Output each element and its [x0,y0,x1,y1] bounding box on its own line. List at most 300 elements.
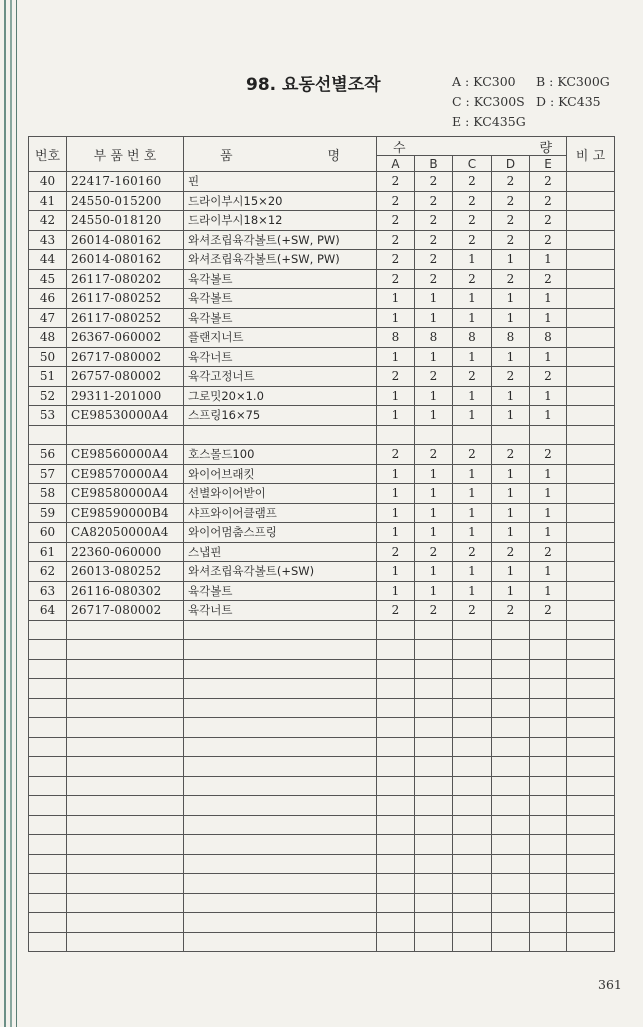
empty-cell [377,679,415,699]
header-quantity [377,137,567,156]
empty-table-row [29,620,615,640]
row-qty-d: 1 [492,503,530,523]
row-part-name [184,425,377,445]
empty-cell [530,835,567,855]
row-number: 52 [29,386,67,406]
row-remarks [567,464,615,484]
empty-cell [492,854,530,874]
empty-cell [567,874,615,894]
empty-cell [29,757,67,777]
row-remarks [567,211,615,231]
row-part-name: 와이어멈춤스프링 [184,523,377,543]
empty-cell [492,718,530,738]
empty-cell [29,698,67,718]
empty-cell [453,835,492,855]
empty-cell [415,737,453,757]
row-number: 42 [29,211,67,231]
table-row [29,601,615,621]
table-row [29,328,615,348]
empty-cell [67,659,184,679]
row-qty-b: 2 [415,172,453,192]
row-qty-e: 1 [530,581,567,601]
empty-cell [567,640,615,660]
row-qty-e: 2 [530,211,567,231]
row-part-number: CE98580000A4 [67,484,184,504]
table-row [29,445,615,465]
empty-cell [492,932,530,952]
empty-cell [29,893,67,913]
row-remarks [567,406,615,426]
row-qty-e: 2 [530,269,567,289]
empty-cell [530,620,567,640]
empty-cell [567,620,615,640]
empty-cell [377,893,415,913]
row-remarks [567,503,615,523]
row-qty-a: 2 [377,230,415,250]
row-qty-e: 1 [530,347,567,367]
empty-cell [184,698,377,718]
empty-cell [184,796,377,816]
empty-cell [67,757,184,777]
row-qty-d: 8 [492,328,530,348]
empty-cell [567,679,615,699]
empty-cell [530,737,567,757]
empty-cell [184,659,377,679]
empty-table-row [29,835,615,855]
empty-cell [67,874,184,894]
empty-cell [492,776,530,796]
empty-table-row [29,815,615,835]
row-qty-a: 2 [377,445,415,465]
row-qty-e: 2 [530,172,567,192]
empty-cell [377,835,415,855]
empty-cell [377,796,415,816]
empty-cell [184,932,377,952]
empty-cell [453,776,492,796]
empty-cell [184,913,377,933]
table-row [29,523,615,543]
row-qty-c: 1 [453,308,492,328]
empty-cell [29,776,67,796]
row-qty-c: 1 [453,250,492,270]
row-qty-a: 1 [377,308,415,328]
empty-table-row [29,932,615,952]
row-qty-a: 2 [377,250,415,270]
empty-cell [530,757,567,777]
table-row [29,250,615,270]
row-qty-a: 1 [377,581,415,601]
empty-cell [184,757,377,777]
row-qty-d: 2 [492,542,530,562]
row-qty-d: 2 [492,367,530,387]
empty-cell [377,737,415,757]
row-part-name: 육각고정너트 [184,367,377,387]
empty-table-row [29,874,615,894]
row-qty-d: 2 [492,172,530,192]
row-remarks [567,328,615,348]
empty-cell [567,835,615,855]
row-qty-e: 2 [530,191,567,211]
row-part-name: 스프링16×75 [184,406,377,426]
row-qty-b: 2 [415,269,453,289]
row-qty-d: 2 [492,211,530,231]
empty-cell [184,815,377,835]
row-qty-a [377,425,415,445]
row-qty-d: 1 [492,581,530,601]
empty-cell [530,815,567,835]
row-part-number: 26757-080002 [67,367,184,387]
row-qty-c: 2 [453,542,492,562]
row-part-number: CE98590000B4 [67,503,184,523]
table-row [29,211,615,231]
empty-cell [29,815,67,835]
row-remarks [567,386,615,406]
empty-cell [67,620,184,640]
row-qty-b: 1 [415,406,453,426]
binding-line [10,0,12,1027]
empty-cell [567,659,615,679]
row-number: 64 [29,601,67,621]
row-qty-a: 1 [377,347,415,367]
empty-cell [492,796,530,816]
row-qty-b: 1 [415,562,453,582]
empty-cell [184,718,377,738]
row-qty-a: 2 [377,601,415,621]
empty-table-row [29,796,615,816]
empty-cell [377,659,415,679]
row-qty-c: 2 [453,445,492,465]
empty-cell [67,932,184,952]
row-number: 61 [29,542,67,562]
empty-cell [492,679,530,699]
row-number [29,425,67,445]
row-qty-d: 1 [492,523,530,543]
model-legend-line [452,92,610,112]
row-qty-c: 1 [453,347,492,367]
row-qty-b: 2 [415,445,453,465]
row-qty-b: 2 [415,601,453,621]
empty-cell [567,796,615,816]
row-remarks [567,230,615,250]
row-part-name: 육각볼트 [184,289,377,309]
row-part-name: 와셔조립육각볼트(+SW, PW) [184,250,377,270]
empty-cell [67,893,184,913]
table-row [29,172,615,192]
empty-cell [453,757,492,777]
row-part-name: 와셔조립육각볼트(+SW, PW) [184,230,377,250]
empty-cell [377,854,415,874]
empty-table-row [29,913,615,933]
model-e: E : KC435G [452,114,526,129]
empty-cell [567,737,615,757]
table-row [29,386,615,406]
row-number: 40 [29,172,67,192]
empty-cell [377,932,415,952]
row-qty-a: 1 [377,289,415,309]
row-qty-a: 1 [377,464,415,484]
row-remarks [567,601,615,621]
empty-cell [492,620,530,640]
empty-cell [184,737,377,757]
row-qty-e: 8 [530,328,567,348]
empty-cell [415,679,453,699]
model-legend-line [452,72,610,92]
empty-cell [567,698,615,718]
row-part-name: 와이어브래킷 [184,464,377,484]
empty-cell [453,640,492,660]
empty-cell [492,737,530,757]
parts-table [28,136,615,952]
empty-cell [492,815,530,835]
row-qty-c: 1 [453,386,492,406]
row-number: 50 [29,347,67,367]
row-number: 43 [29,230,67,250]
row-qty-d: 2 [492,269,530,289]
empty-cell [29,679,67,699]
row-qty-d: 1 [492,308,530,328]
empty-cell [184,679,377,699]
row-qty-d: 1 [492,484,530,504]
row-qty-c: 1 [453,581,492,601]
row-remarks [567,562,615,582]
empty-cell [453,679,492,699]
empty-cell [530,932,567,952]
row-qty-a: 1 [377,386,415,406]
empty-cell [377,698,415,718]
row-number: 63 [29,581,67,601]
row-qty-e: 1 [530,464,567,484]
empty-cell [492,640,530,660]
empty-cell [67,815,184,835]
row-qty-c: 2 [453,191,492,211]
row-qty-c: 8 [453,328,492,348]
row-part-number: 24550-015200 [67,191,184,211]
row-qty-b: 8 [415,328,453,348]
empty-cell [29,796,67,816]
row-qty-c: 2 [453,230,492,250]
empty-cell [29,640,67,660]
row-qty-b: 2 [415,230,453,250]
empty-cell [184,893,377,913]
row-qty-b: 1 [415,464,453,484]
row-part-number: 26717-080002 [67,601,184,621]
row-remarks [567,172,615,192]
empty-table-row [29,679,615,699]
row-number: 45 [29,269,67,289]
row-remarks [567,347,615,367]
header-col-b: B [415,156,453,172]
empty-cell [530,913,567,933]
row-qty-a: 1 [377,406,415,426]
table-row [29,191,615,211]
row-number: 60 [29,523,67,543]
header-col-d: D [492,156,530,172]
row-qty-c: 2 [453,211,492,231]
row-qty-c: 2 [453,367,492,387]
row-qty-d: 1 [492,386,530,406]
row-qty-b: 2 [415,191,453,211]
empty-cell [415,796,453,816]
row-qty-c: 1 [453,523,492,543]
row-qty-e: 2 [530,445,567,465]
row-number: 62 [29,562,67,582]
empty-cell [567,913,615,933]
row-qty-b: 1 [415,523,453,543]
empty-cell [67,854,184,874]
empty-cell [67,679,184,699]
header-col-e: E [530,156,567,172]
empty-cell [492,913,530,933]
row-part-number: 26014-080162 [67,230,184,250]
model-a: A : KC300 [452,74,516,89]
row-qty-c [453,425,492,445]
row-qty-a: 2 [377,172,415,192]
empty-cell [567,932,615,952]
empty-table-row [29,737,615,757]
row-part-number: 26717-080002 [67,347,184,367]
empty-cell [492,835,530,855]
row-part-name: 드라이부시18×12 [184,211,377,231]
empty-cell [415,718,453,738]
empty-cell [530,679,567,699]
row-qty-a: 2 [377,211,415,231]
row-remarks [567,581,615,601]
row-part-name: 육각볼트 [184,269,377,289]
empty-cell [453,698,492,718]
empty-cell [415,913,453,933]
row-number: 57 [29,464,67,484]
binding-line [16,0,17,1027]
row-part-number: 22360-060000 [67,542,184,562]
empty-cell [567,893,615,913]
row-qty-a: 2 [377,269,415,289]
empty-cell [377,757,415,777]
row-part-number [67,425,184,445]
row-part-name: 선별와이어받이 [184,484,377,504]
empty-cell [415,835,453,855]
table-row [29,406,615,426]
row-part-number: 29311-201000 [67,386,184,406]
row-qty-b [415,425,453,445]
empty-table-row [29,640,615,660]
row-part-number: 26013-080252 [67,562,184,582]
empty-cell [567,776,615,796]
empty-cell [184,620,377,640]
header-name [184,137,377,172]
row-part-name: 플랜지너트 [184,328,377,348]
row-qty-b: 1 [415,386,453,406]
empty-table-row [29,698,615,718]
table-row [29,425,615,445]
empty-cell [453,718,492,738]
empty-cell [415,620,453,640]
empty-cell [492,659,530,679]
row-qty-b: 2 [415,250,453,270]
row-remarks [567,308,615,328]
empty-cell [67,640,184,660]
empty-cell [377,718,415,738]
row-qty-b: 1 [415,503,453,523]
header-col-a: A [377,156,415,172]
empty-cell [377,815,415,835]
row-qty-d: 1 [492,406,530,426]
header-qty-right: 량 [539,141,552,156]
empty-cell [453,737,492,757]
row-qty-e: 1 [530,523,567,543]
row-qty-a: 2 [377,367,415,387]
empty-cell [377,640,415,660]
table-row [29,464,615,484]
table-row [29,289,615,309]
empty-cell [184,854,377,874]
row-qty-b: 1 [415,484,453,504]
empty-cell [415,776,453,796]
row-remarks [567,523,615,543]
row-qty-e: 2 [530,230,567,250]
row-qty-e: 1 [530,562,567,582]
binding-line [4,0,6,1027]
empty-cell [67,776,184,796]
row-part-number: 26117-080202 [67,269,184,289]
row-qty-e: 1 [530,503,567,523]
empty-cell [492,874,530,894]
empty-cell [530,698,567,718]
empty-cell [453,913,492,933]
row-qty-c: 1 [453,562,492,582]
row-remarks [567,542,615,562]
row-part-name: 육각볼트 [184,581,377,601]
row-qty-a: 1 [377,503,415,523]
row-remarks [567,269,615,289]
empty-cell [492,893,530,913]
row-part-number: CE98570000A4 [67,464,184,484]
empty-table-row [29,776,615,796]
row-qty-d: 1 [492,250,530,270]
row-qty-a: 2 [377,191,415,211]
row-qty-a: 1 [377,562,415,582]
row-part-number: 26116-080302 [67,581,184,601]
row-qty-c: 1 [453,406,492,426]
row-qty-d: 1 [492,289,530,309]
empty-cell [530,659,567,679]
row-part-number: CA82050000A4 [67,523,184,543]
row-remarks [567,425,615,445]
row-part-number: 26117-080252 [67,308,184,328]
header-name-right: 명 [327,148,340,164]
empty-cell [29,874,67,894]
header-no: 번호 [29,137,67,172]
model-legend [452,72,610,132]
table-row [29,562,615,582]
row-qty-e: 2 [530,367,567,387]
empty-table-row [29,757,615,777]
empty-cell [530,874,567,894]
table-row [29,542,615,562]
empty-cell [530,893,567,913]
empty-cell [377,620,415,640]
row-qty-d: 1 [492,562,530,582]
row-qty-e: 1 [530,250,567,270]
empty-table-row [29,659,615,679]
row-qty-c: 2 [453,269,492,289]
row-part-name: 샤프와이어클램프 [184,503,377,523]
row-qty-c: 1 [453,289,492,309]
row-qty-b: 1 [415,581,453,601]
empty-cell [530,718,567,738]
row-remarks [567,191,615,211]
row-number: 41 [29,191,67,211]
row-qty-a: 1 [377,484,415,504]
